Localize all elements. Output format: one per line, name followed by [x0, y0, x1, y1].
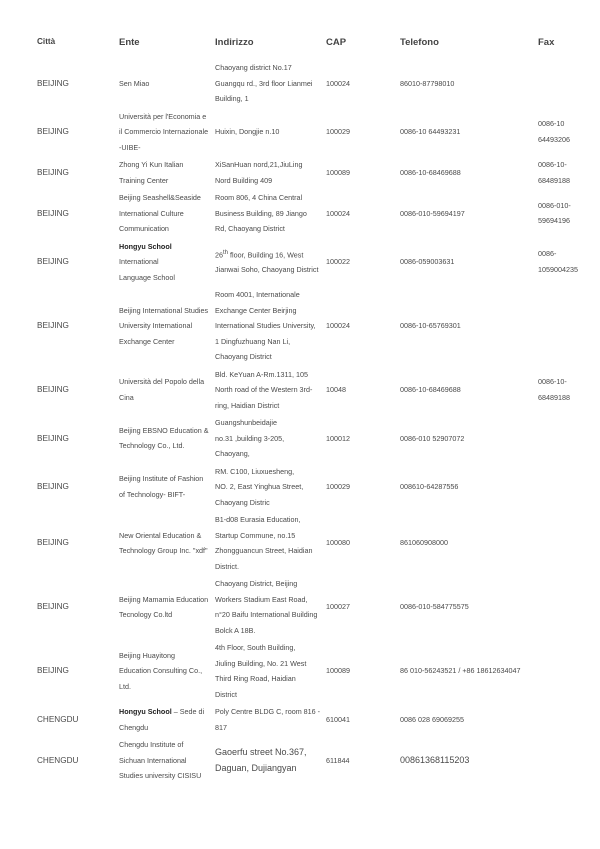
cell-cap: 100024	[326, 208, 350, 218]
table-row	[35, 463, 600, 512]
ente-line: Università del Popolo della	[119, 377, 205, 387]
ente-line: Technology Co., Ltd.	[119, 441, 185, 451]
cell-ente	[117, 189, 213, 238]
cell-cap: 100012	[326, 433, 350, 443]
cell-fax	[536, 511, 600, 575]
address-line: Poly Centre BLDG C, room 816 -	[215, 707, 321, 716]
ente-line: Sichuan International	[119, 755, 187, 765]
ente-line: Education Consulting Co.,	[119, 666, 203, 676]
cell-phone: 0086-10 64493231	[400, 127, 461, 136]
cell-phone: 0086-010-584775575	[400, 602, 469, 612]
cell-cap: 100022	[326, 257, 350, 266]
cell-ente	[117, 639, 213, 703]
header-row	[35, 37, 600, 59]
cell-fax	[536, 639, 600, 703]
cell-ente	[117, 575, 213, 639]
fax-line: 68489188	[538, 175, 570, 185]
fax-line: 64493206	[538, 134, 570, 144]
cell-city: BEIJING	[37, 602, 69, 612]
address-line: Bolck A 18B.	[215, 625, 256, 635]
cell-address	[213, 286, 324, 366]
address-line: B1-d08 Eurasia Education,	[215, 515, 301, 524]
header-address: Indirizzo	[215, 37, 254, 48]
cell-phone: 86010-87798010	[400, 78, 455, 88]
address-line: floor, Building 16, West	[228, 249, 304, 259]
cell-city: BEIJING	[37, 167, 69, 177]
ente-line: Cina	[119, 392, 134, 402]
cell-city: BEIJING	[37, 321, 69, 330]
ente-line: Chengdu	[119, 722, 149, 732]
cell-address	[213, 703, 324, 736]
address-line: Chaoyang,	[215, 449, 250, 458]
address-line: International Studies University,	[215, 321, 316, 330]
address-superscript: th	[223, 249, 229, 256]
fax-line: 1059004235	[538, 264, 578, 274]
fax-line: 68489188	[538, 392, 570, 402]
cell-ente	[117, 703, 213, 736]
ente-line: Exchange Center	[119, 336, 175, 346]
address-line: Huixin, Dongjie n.10	[215, 127, 280, 136]
cell-ente	[117, 511, 213, 575]
address-line: Chaoyang District, Beijing	[215, 579, 298, 588]
address-line: Exchange Center Beirjing	[215, 305, 297, 315]
cell-phone: 0086-010-59694197	[400, 208, 465, 218]
cell-cap: 100024	[326, 78, 350, 88]
cell-phone: 0086-059003631	[400, 257, 455, 266]
cell-address	[213, 238, 324, 287]
cell-fax	[536, 156, 600, 189]
address-line: District.	[215, 561, 239, 571]
cell-fax	[536, 575, 600, 639]
table-row	[35, 575, 600, 639]
cell-phone: 008610-64287556	[400, 482, 459, 491]
cell-ente	[117, 108, 213, 157]
ente-bold-name: Hongyu School	[119, 707, 172, 716]
cell-fax	[536, 286, 600, 366]
address-line: Startup Commune, no.15	[215, 530, 296, 540]
cell-address	[213, 108, 324, 157]
cell-phone: 86 010-56243521 / +86 18612634047	[400, 666, 521, 676]
fax-line: 0086-10	[538, 119, 565, 129]
cell-city: CHENGDU	[37, 755, 79, 765]
cell-address	[213, 156, 324, 189]
cell-fax	[536, 59, 600, 108]
table-row	[35, 156, 600, 189]
cell-city: BEIJING	[37, 78, 69, 88]
header-fax: Fax	[538, 37, 555, 48]
cell-cap: 100089	[326, 666, 350, 676]
cell-fax	[536, 366, 600, 415]
cell-ente	[117, 156, 213, 189]
cell-address	[213, 59, 324, 108]
cell-city: CHENGDU	[37, 714, 79, 724]
cell-city: BEIJING	[37, 433, 69, 443]
table-row	[35, 238, 600, 287]
cell-ente	[117, 238, 213, 287]
ente-line: – Sede di	[171, 707, 205, 716]
ente-line: of Technology- BIFT-	[119, 489, 186, 499]
address-line: Jianwai Soho, Chaoyang District	[215, 265, 319, 275]
table-row	[35, 59, 600, 108]
ente-line: New Oriental Education &	[119, 530, 202, 540]
cell-address	[213, 639, 324, 703]
cell-fax	[536, 414, 600, 463]
ente-line: Sen Miao	[119, 78, 150, 88]
address-line: Daguan, Dujiangyan	[215, 763, 297, 774]
table-row	[35, 736, 600, 785]
ente-line: -UIBE-	[119, 142, 141, 152]
cell-ente	[117, 366, 213, 415]
table-row	[35, 108, 600, 157]
cell-phone: 0086-010 52907072	[400, 433, 465, 443]
cell-ente	[117, 736, 213, 785]
cell-address	[213, 366, 324, 415]
address-line: District	[215, 689, 237, 699]
address-line: Workers Stadium East Road,	[215, 594, 308, 604]
cell-cap: 100024	[326, 321, 350, 330]
cell-address	[213, 575, 324, 639]
ente-line: Beijing Seashell&Seaside	[119, 193, 201, 202]
ente-line: Ltd.	[119, 681, 131, 691]
cell-fax	[536, 736, 600, 785]
cell-fax	[536, 238, 600, 287]
fax-line: 0086-010-	[538, 200, 571, 210]
ente-line: Communication	[119, 224, 169, 233]
cell-cap: 100027	[326, 602, 350, 612]
ente-line: Università per l'Economia e	[119, 111, 207, 121]
table-row	[35, 414, 600, 463]
ente-line: il Commercio Internazionale	[119, 127, 209, 136]
address-line: 4th Floor, South Building,	[215, 643, 296, 652]
ente-line: International Culture	[119, 208, 184, 218]
ente-line: Beijing International Studies	[119, 305, 209, 315]
address-line: Business Building, 89 Jiango	[215, 208, 307, 218]
table-row	[35, 189, 600, 238]
cell-fax	[536, 189, 600, 238]
cell-address	[213, 736, 324, 785]
address-line: Jiuling Building, No. 21 West	[215, 658, 307, 668]
ente-line: Training Center	[119, 175, 169, 185]
cell-cap: 610041	[326, 714, 350, 724]
fax-line: 0086-10-	[538, 160, 567, 169]
cell-address	[213, 414, 324, 463]
address-line: 1 Dingfuzhuang Nan Li,	[215, 336, 291, 346]
address-line: Guangqu rd., 3rd floor Lianmei	[215, 78, 313, 88]
cell-fax	[536, 108, 600, 157]
cell-fax	[536, 463, 600, 512]
cell-phone: 0086-10-65769301	[400, 321, 461, 330]
address-line: XiSanHuan nord,21,JiuLing	[215, 160, 303, 169]
address-line: Room 806, 4 China Central	[215, 193, 303, 202]
cell-city: BEIJING	[37, 666, 69, 676]
ente-line: Tecnology Co.ltd	[119, 610, 173, 619]
cell-cap: 611844	[326, 755, 350, 765]
header-phone: Telefono	[400, 37, 439, 48]
header-ente: Ente	[119, 37, 140, 48]
fax-line: 0086-	[538, 249, 557, 259]
ente-line: Beijing Huayitong	[119, 650, 175, 660]
cell-city: BEIJING	[37, 208, 69, 218]
address-line: ring, Haidian District	[215, 400, 280, 410]
cell-address	[213, 189, 324, 238]
cell-cap: 100029	[326, 482, 350, 491]
cell-cap: 10048	[326, 385, 346, 394]
address-line: Bld. KeYuan A-Rm.1311, 105	[215, 369, 308, 379]
ente-line: Language School	[119, 272, 175, 282]
address-line: Chaoyang District	[215, 352, 272, 361]
cell-phone: 861060908000	[400, 538, 448, 548]
cell-city: BEIJING	[37, 127, 69, 136]
address-line: Guangshunbeidajie	[215, 418, 277, 427]
cell-address	[213, 463, 324, 512]
address-line: Gaoerfu street No.367,	[215, 746, 307, 757]
cell-city: BEIJING	[37, 538, 69, 548]
address-line: RM. C100, Liuxuesheng,	[215, 466, 295, 476]
address-line: Chaoyang Distric	[215, 497, 270, 507]
ente-line: University International	[119, 321, 193, 330]
ente-line: Zhong Yi Kun Italian	[119, 160, 184, 169]
ente-line: Beijing Institute of Fashion	[119, 474, 204, 484]
cell-ente	[117, 286, 213, 366]
ente-line: Chengdu Institute of	[119, 740, 184, 749]
table-row	[35, 286, 600, 366]
phone-line: 00861368115203	[400, 755, 470, 765]
address-line: 26	[215, 249, 223, 259]
ente-line: Technology Group Inc. "xdf"	[119, 546, 208, 555]
cell-phone	[398, 736, 536, 785]
table-row	[35, 511, 600, 575]
cell-ente	[117, 463, 213, 512]
cell-city: BEIJING	[37, 385, 69, 394]
table-row	[35, 703, 600, 736]
cell-cap: 100089	[326, 167, 350, 177]
address-line: 817	[215, 722, 227, 732]
cell-city: BEIJING	[37, 482, 69, 491]
cell-cap: 100080	[326, 538, 350, 548]
table-body	[35, 59, 600, 785]
address-line: Chaoyang district No.17	[215, 63, 292, 72]
fax-line: 0086-10-	[538, 377, 567, 387]
address-line: Nord Building 409	[215, 175, 273, 185]
header-city: Città	[37, 37, 56, 46]
fax-line: 59694196	[538, 216, 570, 226]
cell-phone: 0086-10-68469688	[400, 167, 461, 177]
contacts-table	[35, 37, 600, 785]
ente-line: International	[119, 257, 159, 266]
address-line: n°20 Baifu International Building	[215, 610, 318, 619]
cell-phone: 0086-10-68469688	[400, 385, 461, 394]
address-line: Third Ring Road, Haidian	[215, 674, 296, 683]
address-line: no.31 ,building 3-205,	[215, 433, 285, 443]
ente-bold-name: Hongyu School	[119, 241, 172, 251]
cell-ente	[117, 414, 213, 463]
cell-fax	[536, 703, 600, 736]
cell-address	[213, 511, 324, 575]
table-row	[35, 366, 600, 415]
address-line: Room 4001, Internationale	[215, 290, 300, 299]
cell-ente	[117, 59, 213, 108]
cell-cap: 100029	[326, 127, 350, 136]
ente-line: Studies university CISISU	[119, 771, 202, 780]
table-header	[35, 37, 600, 59]
address-line: NO. 2, East Yinghua Street,	[215, 482, 304, 491]
table-row	[35, 639, 600, 703]
ente-line: Beijing Mamamia Education	[119, 594, 209, 604]
ente-line: Beijing EBSNO Education &	[119, 425, 209, 435]
address-line: Rd, Chaoyang District	[215, 224, 285, 233]
address-line: Building, 1	[215, 94, 249, 103]
cell-city: BEIJING	[37, 257, 69, 266]
cell-phone: 0086 028 69069255	[400, 714, 464, 724]
address-line: Zhongguancun Street, Haidian	[215, 546, 313, 555]
address-line: North road of the Western 3rd-	[215, 385, 313, 394]
header-cap: CAP	[326, 37, 347, 48]
